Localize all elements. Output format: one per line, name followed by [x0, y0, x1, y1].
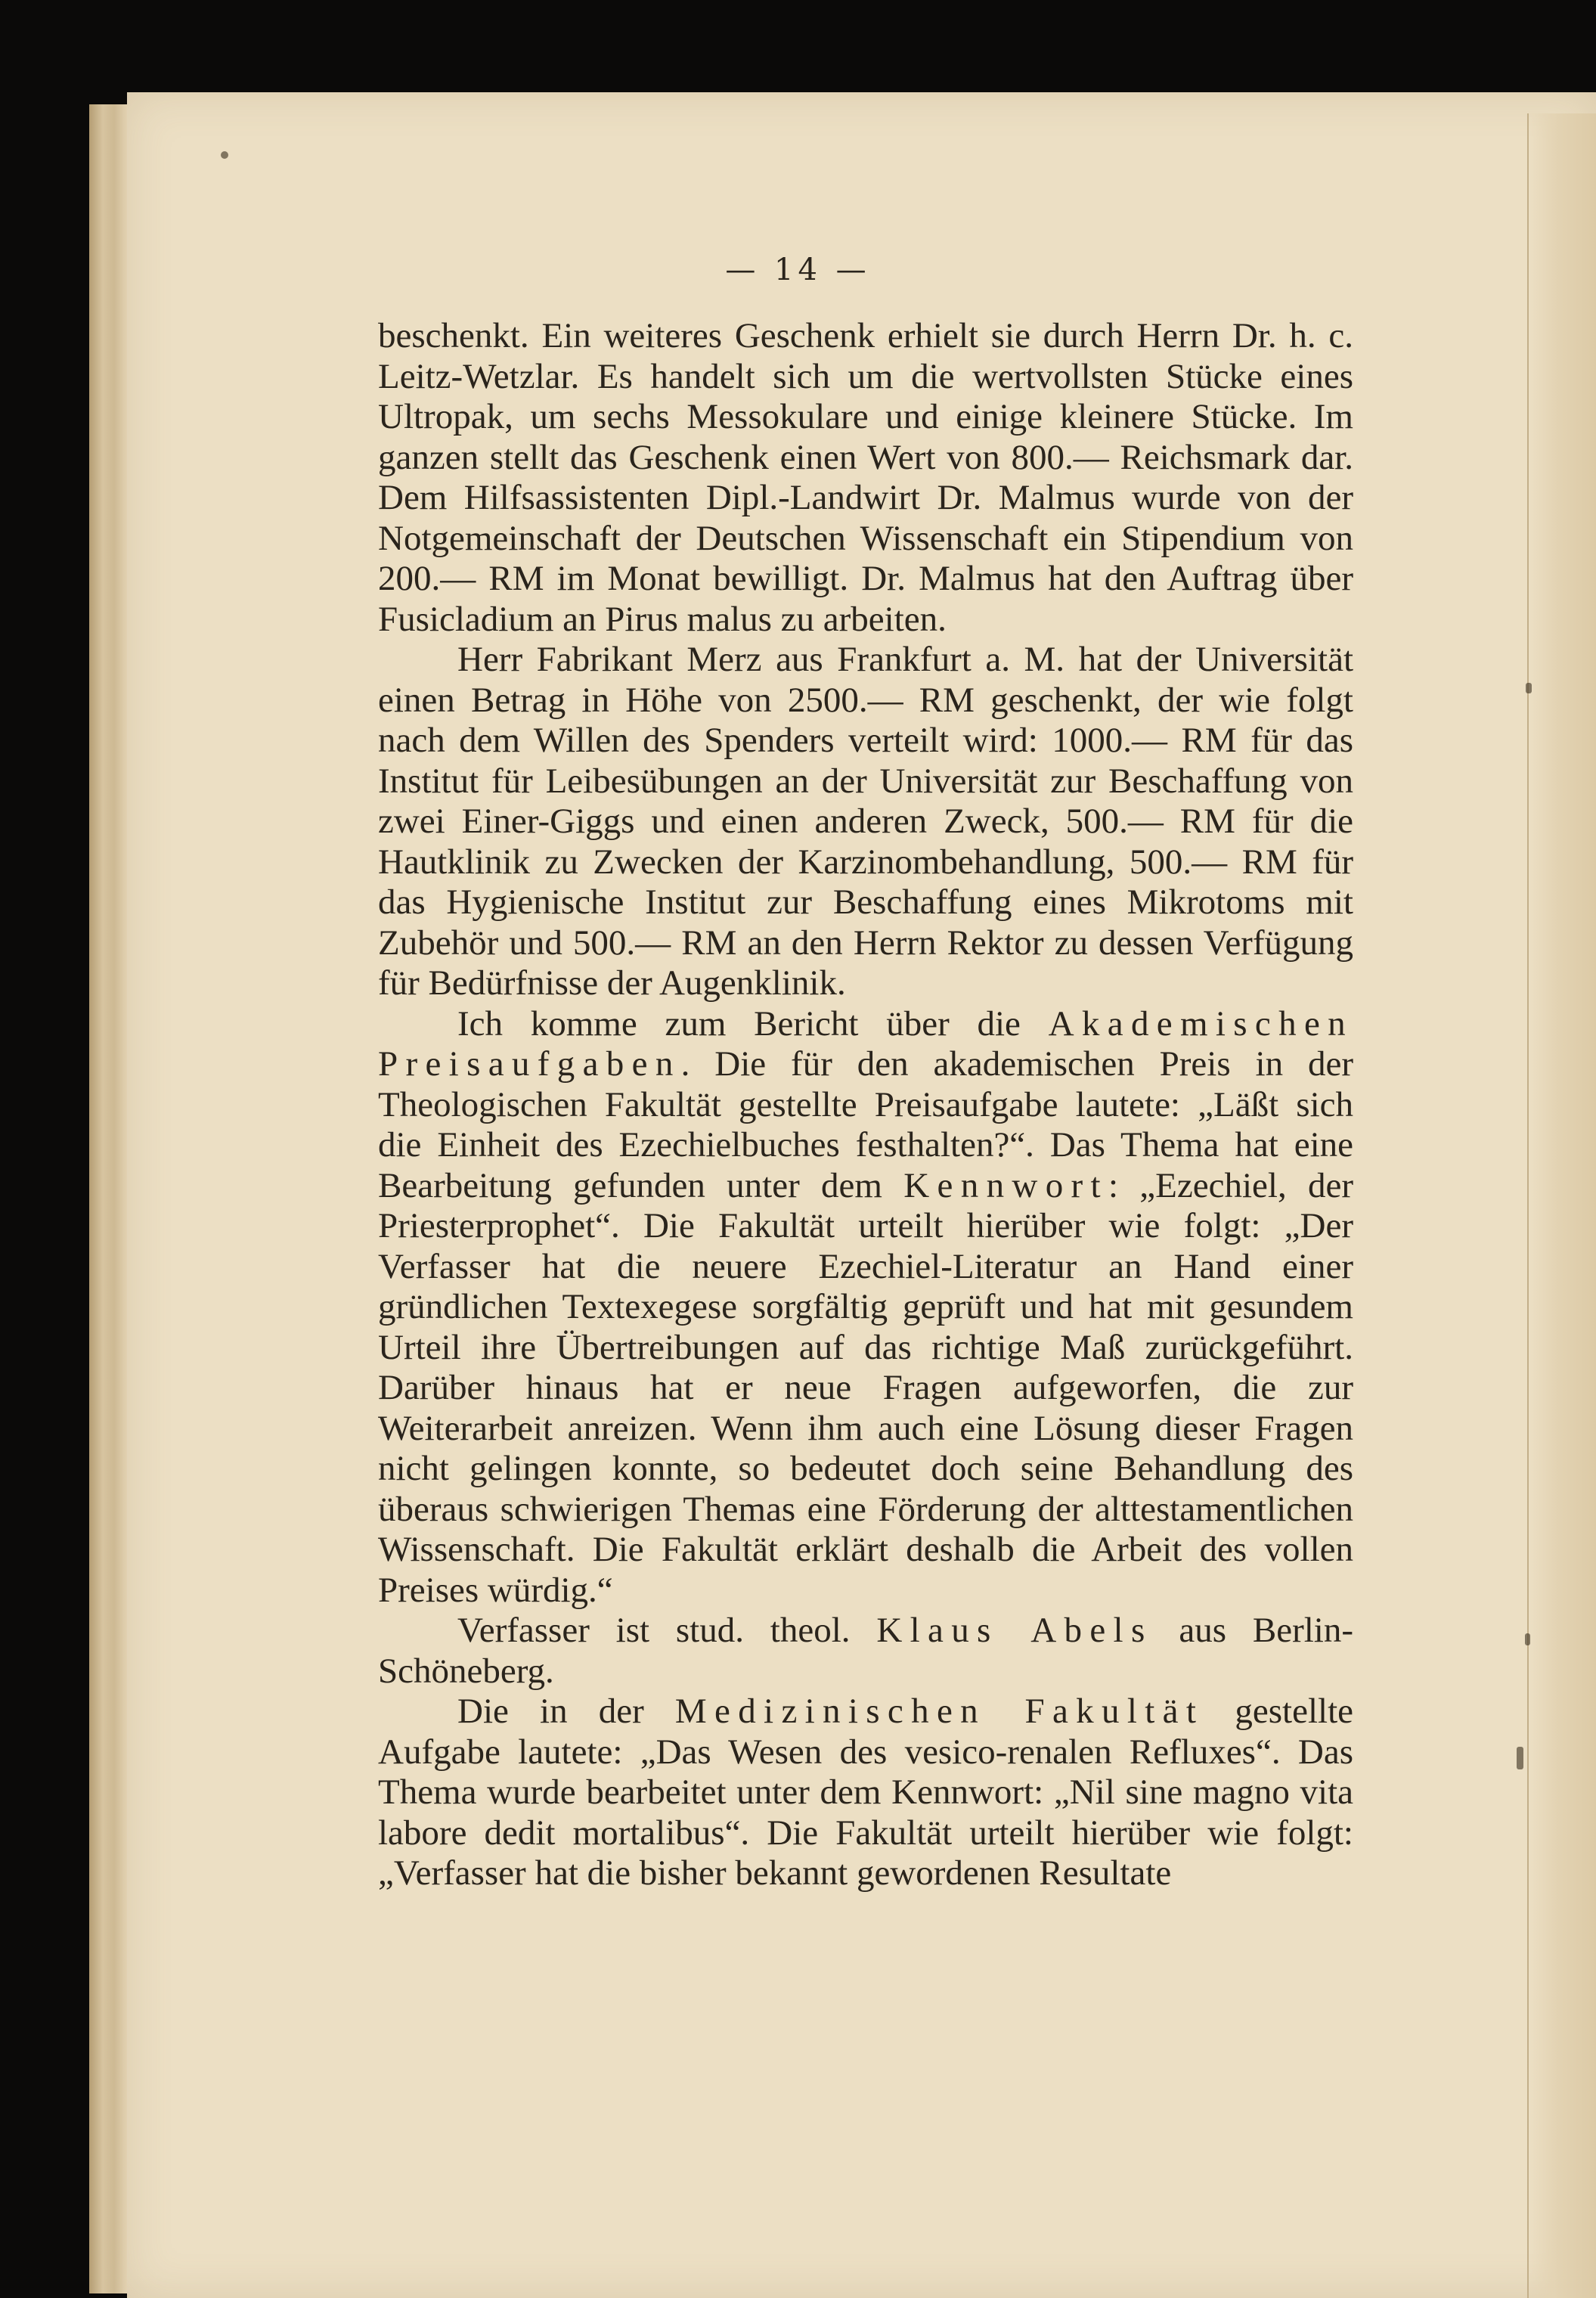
page-number: — 14 — — [725, 253, 871, 287]
letterspaced-emphasis: Medizinischen Fakultät — [674, 1692, 1204, 1731]
paper-speck — [1526, 683, 1532, 693]
paragraph — [378, 1611, 1353, 1692]
paper-speck — [221, 151, 228, 159]
paper-speck — [1525, 1633, 1530, 1645]
paragraph — [378, 316, 1353, 640]
text-run: Ich komme zum Bericht über die — [457, 1003, 1049, 1044]
text-run: Verfasser ist stud. theol. — [457, 1611, 877, 1650]
paragraph — [378, 1004, 1353, 1611]
text-run: . Die für den akademischen Preis in der Theologischen Fakultät gestellte Preisaufgabe lautete: „Läßt sich die Einheit des Ezechielbuches festhalten?“. Das Thema hat eine Bearbeitung gefunden unter dem — [378, 1044, 1353, 1205]
paragraph — [378, 640, 1353, 1004]
text-run: aus Berlin-Schöneberg. — [378, 1611, 1353, 1691]
text-run: gestellte Aufgabe lautete: „Das Wesen des vesico-renalen Refluxes“. Das Thema wurde bearbeitet unter dem Kennwort: „Nil sine magno vita labore dedit mortalibus“. Die Fakultät urteilt hierüber wie folgt: „Verfasser hat die bisher bekannt gewordenen Resultate — [378, 1692, 1354, 1893]
text-run: Herr Fabrikant Merz aus Frankfurt a. M. hat der Universität einen Betrag in Höhe von 2500.— RM geschenkt, der wie folgt nach dem Willen des Spenders verteilt wird: 1000.— RM für das Institut für Leibesübungen an der Universität zur Beschaffung von zwei Einer-Giggs und einen anderen Zweck, 500.— RM für die Hautklinik zu Zwecken der Karzinombehandlung, 500.— RM für das Hygienische Institut zur Beschaffung eines Mikrotoms mit Zubehör und 500.— RM an den Herrn Rektor zu dessen Verfügung für Bedürfnisse der Augenklinik. — [378, 640, 1353, 1003]
paper-speck — [1517, 1747, 1523, 1769]
text-run: : „Ezechiel, der Priesterprophet“. Die Fakultät urteilt hierüber wie folgt: „Der Verfasser hat die neuere Ezechiel-Literatur an Hand einer gründlichen Textexegese sorgfältig geprüft und hat mit gesundem Urteil ihre Übertreibungen auf das richtige Maß zurückgeführt. Darüber hinaus hat er neue Fragen aufgeworfen, die zur Weiterarbeit anreizen. Wenn ihm auch eine Lösung dieser Fragen nicht gelingen konnte, so bedeutet doch seine Behandlung des überaus schwierigen Themas eine Förderung der alttestamentlichen Wissenschaft. Die Fakultät erklärt deshalb die Arbeit des vollen Preises würdig.“ — [378, 1165, 1354, 1610]
letterspaced-emphasis: Akademischen Preisaufgaben — [378, 1003, 1353, 1084]
text-run: beschenkt. Ein weiteres Geschenk erhielt sie durch Herrn Dr. h. c. Leitz-Wetzlar. Es handelt sich um die wertvollsten Stücke eines Ultropak, um sechs Messokulare und einige kleinere Stücke. Im ganzen stellt das Geschenk einen Wert von 800.— Reichsmark dar. Dem Hilfsassistenten Dipl.-Landwirt Dr. Malmus wurde von der Notgemeinschaft der Deutschen Wissenschaft ein Stipendium von 200.— RM im Monat bewilligt. Dr. Malmus hat den Auftrag über Fusicladium an Pirus malus zu arbeiten. — [378, 316, 1353, 639]
letterspaced-emphasis: Klaus Abels — [876, 1611, 1153, 1650]
text-run: Die in der — [457, 1692, 675, 1731]
page-fold-edge — [1527, 113, 1596, 2298]
paragraph — [378, 1692, 1353, 1894]
page-body-text — [378, 316, 1353, 1894]
letterspaced-emphasis: Kennwort — [903, 1165, 1108, 1205]
